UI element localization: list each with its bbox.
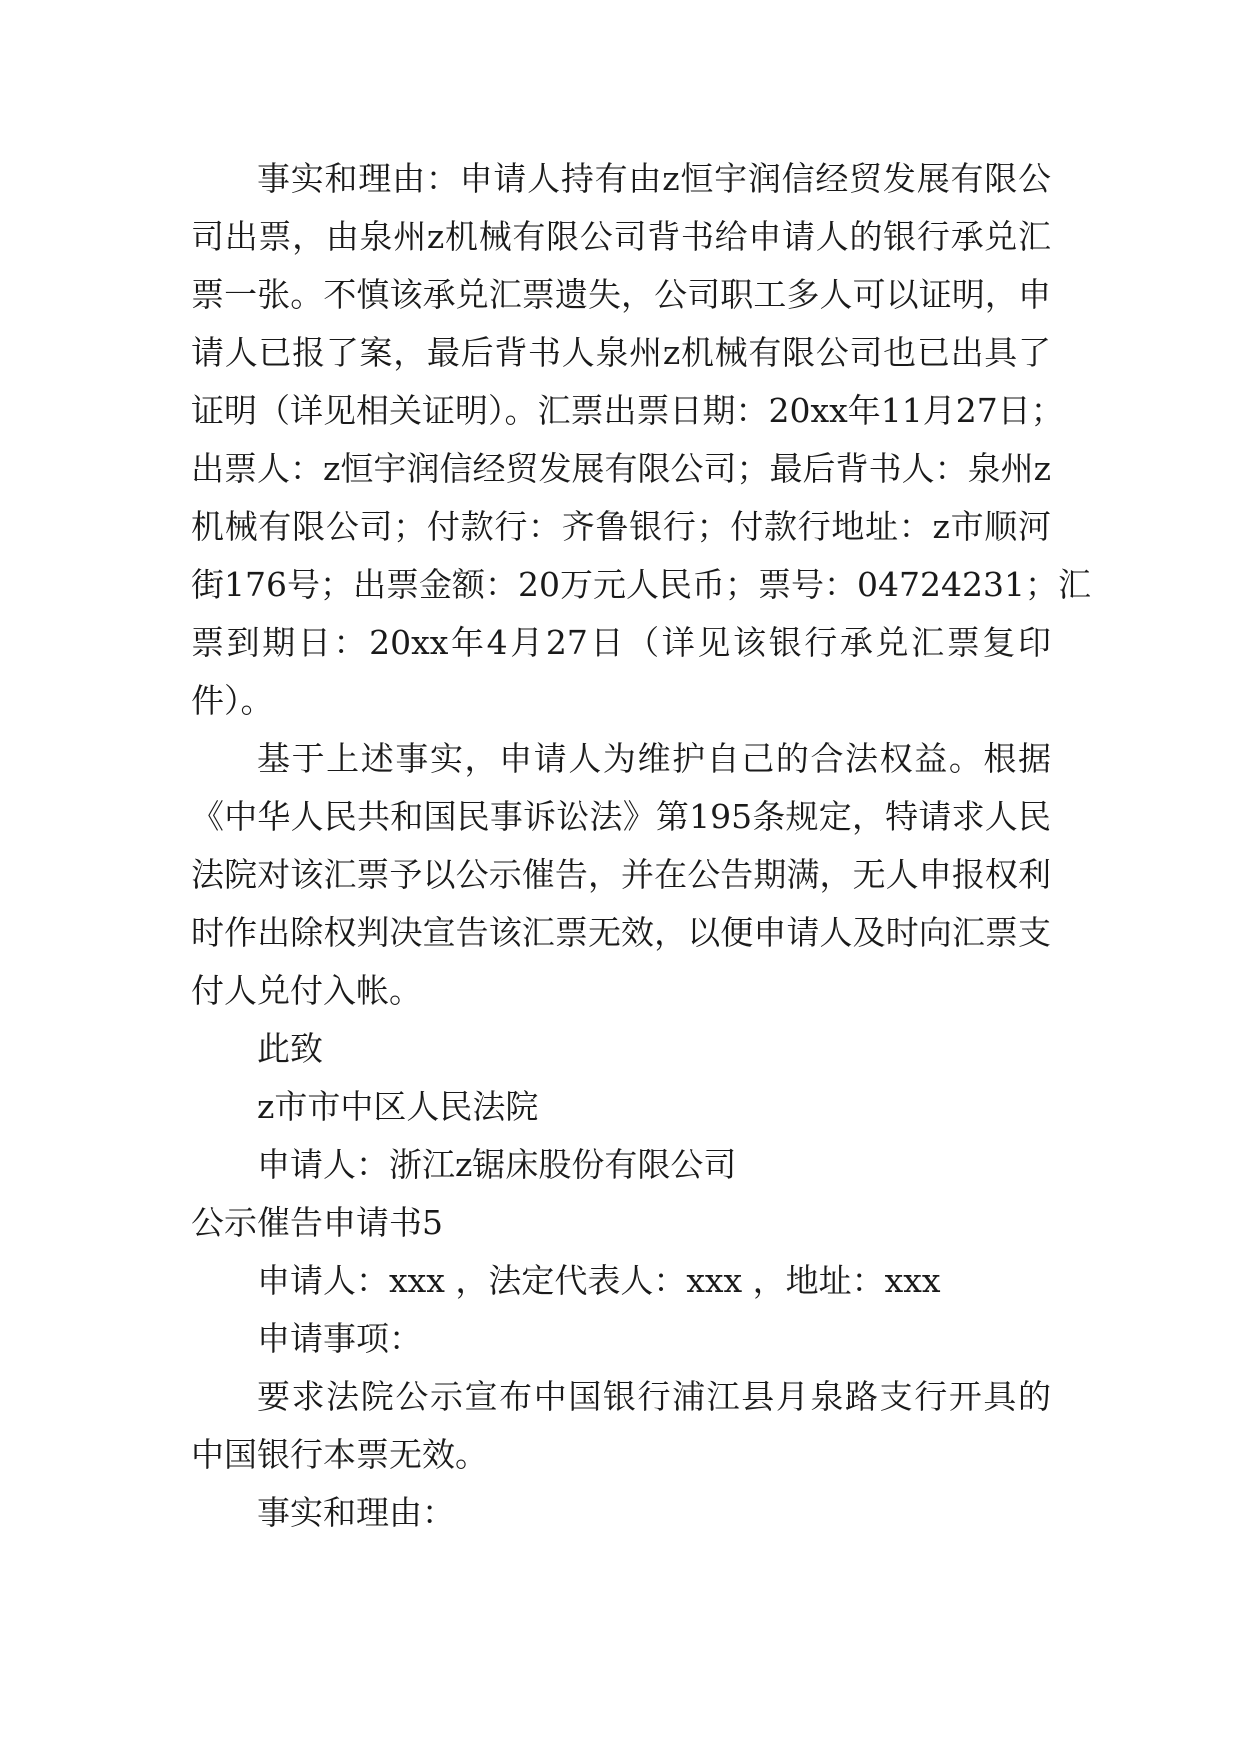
- salutation: 此致: [257, 1029, 323, 1068]
- request-items-line-1: 要求法院公示宣布中国银行浦江县月泉路支行开具的: [257, 1377, 1051, 1416]
- section-heading: 公示催告申请书5: [191, 1203, 443, 1242]
- request-items-line-2: 中国银行本票无效。: [191, 1435, 488, 1474]
- applicant-info: 申请人：xxx ，法定代表人：xxx ，地址：xxx: [257, 1261, 941, 1300]
- request-basis-line-5: 付人兑付入帐。: [191, 971, 422, 1010]
- request-basis-line-1: 基于上述事实，申请人为维护自己的合法权益。根据: [257, 739, 1051, 778]
- applicant-signature: 申请人：浙江z锯床股份有限公司: [257, 1145, 737, 1184]
- document-page: [191, 150, 1091, 1542]
- facts-reasons-line-9: 票到期日：20xx年4月27日（详见该银行承兑汇票复印: [191, 623, 1051, 662]
- request-basis-line-4: 时作出除权判决宣告该汇票无效，以便申请人及时向汇票支: [191, 913, 1051, 952]
- recipient-court: z市市中区人民法院: [257, 1087, 539, 1126]
- facts-reasons-line-4: 请人已报了案，最后背书人泉州z机械有限公司也已出具了: [191, 333, 1051, 372]
- facts-reasons-line-1: 事实和理由：申请人持有由z恒宇润信经贸发展有限公: [257, 159, 1051, 198]
- facts-reasons-line-6: 出票人：z恒宇润信经贸发展有限公司；最后背书人：泉州z: [191, 449, 1051, 488]
- request-items-label: 申请事项：: [257, 1319, 422, 1358]
- request-basis-line-3: 法院对该汇票予以公示催告，并在公告期满，无人申报权利: [191, 855, 1051, 894]
- facts-reasons-line-10: 件）。: [191, 681, 274, 720]
- request-basis-line-2: 《中华人民共和国民事诉讼法》第195条规定，特请求人民: [191, 797, 1051, 836]
- facts-reasons-line-5: 证明（详见相关证明）。汇票出票日期：20xx年11月27日；: [191, 391, 1064, 430]
- facts-reasons-line-7: 机械有限公司；付款行：齐鲁银行；付款行地址：z市顺河: [191, 507, 1051, 546]
- facts-reasons-label: 事实和理由：: [257, 1493, 455, 1532]
- facts-reasons-line-2: 司出票，由泉州z机械有限公司背书给申请人的银行承兑汇: [191, 217, 1051, 256]
- facts-reasons-line-3: 票一张。不慎该承兑汇票遗失，公司职工多人可以证明，申: [191, 275, 1051, 314]
- facts-reasons-line-8: 街176号；出票金额：20万元人民币；票号：04724231；汇: [191, 565, 1091, 604]
